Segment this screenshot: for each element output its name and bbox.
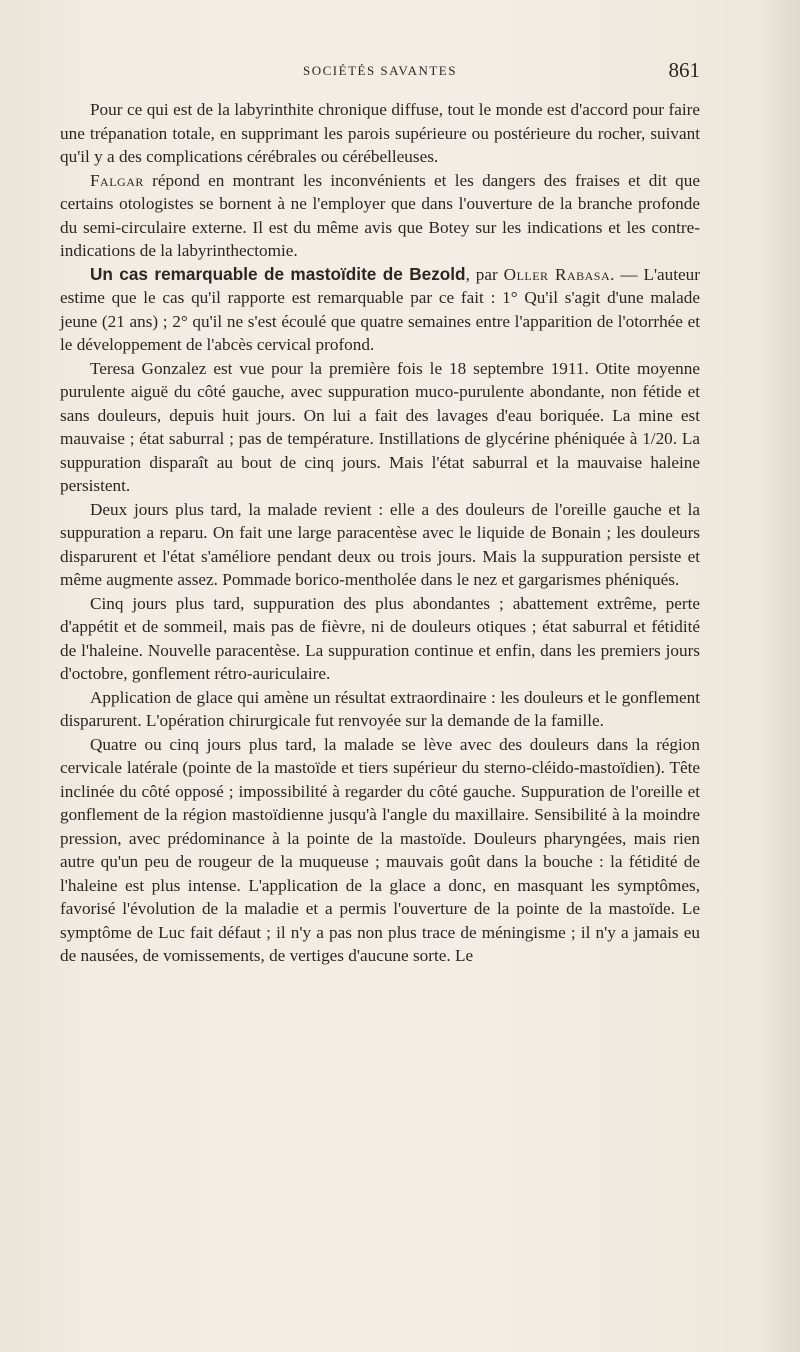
paragraph-glace: Application de glace qui amène un résultat extraordinaire : les douleurs et le gonflement disparurent. L'opération chirurgicale fut renvoyée sur la demande de la famille. bbox=[60, 687, 700, 730]
paragraph-deux-jours: Deux jours plus tard, la malade revient : elle a des douleurs de l'oreille gauche et la suppuration a reparu. On fait une large paracentèse avec le liquide de Bonain ; les douleurs disparurent et l'état s'améliore pendant deux ou trois jours. Mais la suppuration persiste et même augmente assez. Pommade borico-mentholée dans le nez et gargarismes phéniqués. bbox=[60, 499, 700, 589]
paragraph-falgar bbox=[60, 169, 700, 263]
author-oller-rabasa: Oller Rabasa bbox=[503, 264, 611, 284]
body-text bbox=[60, 98, 700, 968]
running-head bbox=[60, 58, 700, 86]
author-falgar: Falgar bbox=[90, 170, 144, 190]
paragraph-teresa: Teresa Gonzalez est vue pour la première fois le 18 septembre 1911. Otite moyenne purulente aiguë du côté gauche, avec suppuration muco-purulente abondante, non fétide et sans douleurs, depuis huit jours. On lui a fait des lavages d'eau boriquée. La mine est mauvaise ; état saburral ; pas de température. Instillations de glycérine phéniquée à 1/20. La suppuration disparaît au bout de cinq jours. Mais l'état saburral et la mauvaise haleine persistent. bbox=[60, 358, 700, 495]
paragraph-labyrinthite: Pour ce qui est de la labyrinthite chronique diffuse, tout le monde est d'accord pour faire une trépanation totale, en supprimant les parois supérieure ou postérieure du rocher, suivant qu'il y a des complications cérébrales ou cérébelleuses. bbox=[60, 100, 700, 166]
by-text: , par bbox=[465, 264, 504, 284]
page-edge-shadow bbox=[760, 0, 800, 1352]
article-heading: Un cas remarquable de mastoïdite de Bezold bbox=[90, 263, 466, 284]
page-number: 861 bbox=[668, 58, 700, 82]
falgar-text: répond en montrant les inconvénients et les dangers des fraises et dit que certains otologistes se bornent à ne l'employer que dans l'ouverture de la branche profonde du semi-circulaire externe. Il est du même avis que Botey sur les indications et les contre-indications de la labyrinthectomie. bbox=[60, 170, 700, 260]
bezold-intro-text: . — L'auteur estime que le cas qu'il rapporte est remarquable par ce fait : 1° Qu'il s'agit d'une malade jeune (21 ans) ; 2° qu'il ne s'est écoulé que quatre semaines entre l'apparition de l'otorrhée et le développement de l'abcès cervical profond. bbox=[60, 264, 700, 354]
running-title: SOCIÉTÉS SAVANTES bbox=[303, 63, 457, 78]
paragraph-quatre-cinq-jours: Quatre ou cinq jours plus tard, la malade se lève avec des douleurs dans la région cervicale latérale (pointe de la mastoïde et tiers supérieur du sterno-cléido-mastoïdien). Tête inclinée du côté opposé ; impossibilité à regarder du côté gauche. Suppuration de l'oreille et gonflement de la région mastoïdienne jusqu'à l'angle du maxillaire. Sensibilité à la moindre pression, avec prédominance à la pointe de la mastoïde. Douleurs pharyngées, mais rien autre qu'un peu de rougeur de la muqueuse ; mauvais goût dans la bouche : la fétidité de l'haleine est plus intense. L'application de la glace a donc, en masquant les symptômes, favorisé l'évolution de la maladie et a permis l'ouverture de la pointe de la mastoïde. Le symptôme de Luc fait défaut ; il n'y a pas non plus trace de méningisme ; il n'y a jamais eu de nausées, de vomissements, de vertiges d'aucune sorte. Le bbox=[60, 734, 700, 965]
paragraph-bezold bbox=[60, 263, 700, 357]
paragraph-cinq-jours: Cinq jours plus tard, suppuration des plus abondantes ; abattement extrême, perte d'appétit et de sommeil, mais pas de fièvre, ni de douleurs otiques ; état saburral et fétidité de l'haleine. Nouvelle paracentèse. La suppuration continue et enfin, dans les premiers jours d'octobre, gonflement rétro-auriculaire. bbox=[60, 593, 700, 683]
